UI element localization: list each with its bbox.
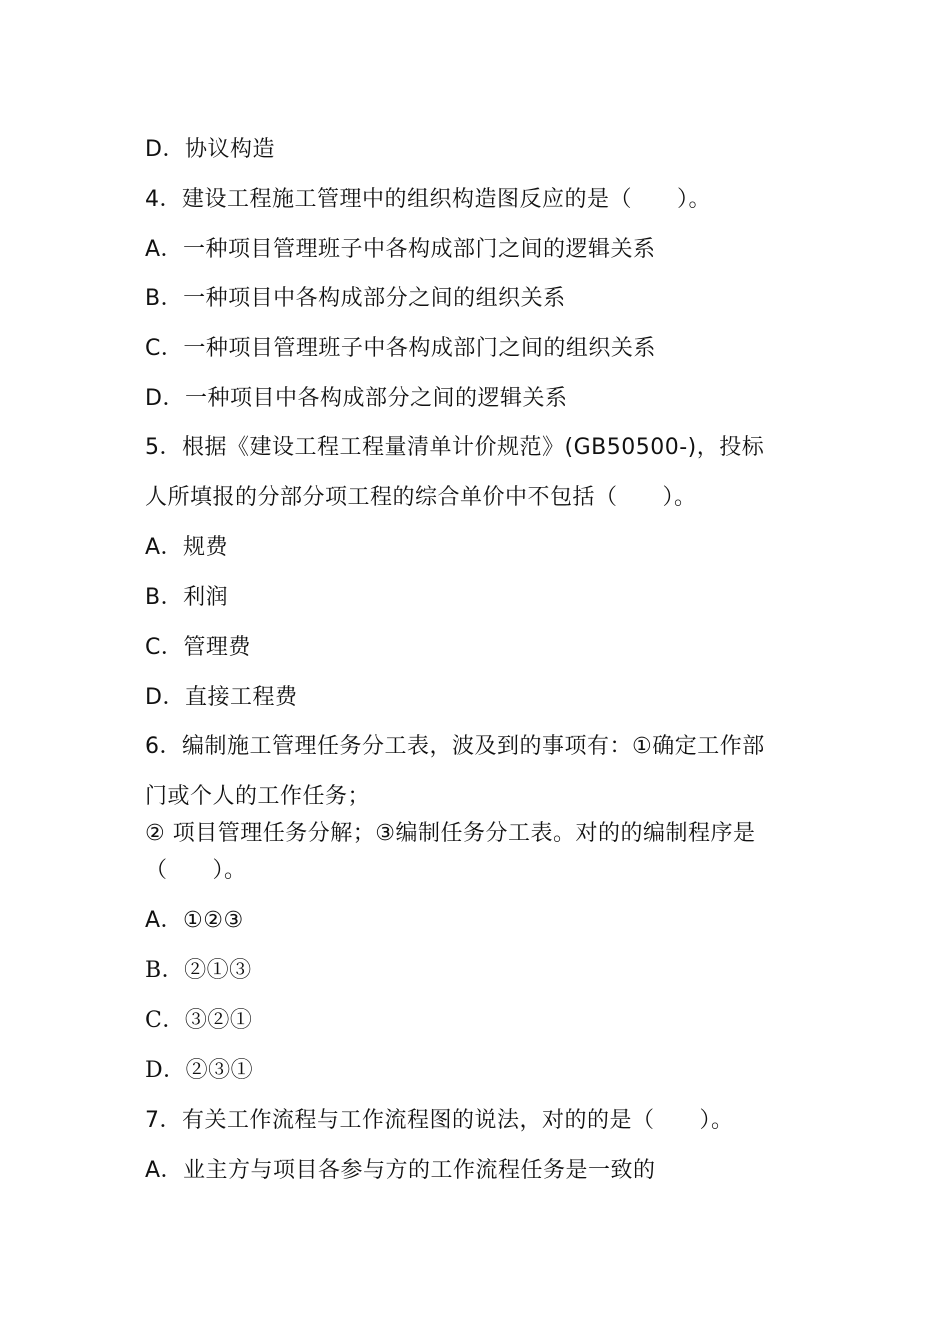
option-a-q5: A．规费 — [145, 535, 229, 560]
option-c-q5: C．管理费 — [145, 635, 251, 660]
option-d-q4: D．一种项目中各构成部分之间的逻辑关系 — [145, 386, 568, 411]
option-b-q4: B．一种项目中各构成部分之间的组织关系 — [145, 286, 566, 311]
option-b-q5: B．利润 — [145, 585, 229, 610]
option-c-q4: C．一种项目管理班子中各构成部门之间的组织关系 — [145, 336, 656, 361]
question-6-line-3: ② 项目管理任务分解；③编制任务分工表。对的的编制程序是 — [145, 821, 756, 846]
question-7: 7．有关工作流程与工作流程图的说法，对的的是（ ）。 — [145, 1108, 734, 1133]
option-d-q5: D．直接工程费 — [145, 685, 298, 710]
question-5-line-2: 人所填报的分部分项工程的综合单价中不包括（ ）。 — [145, 485, 697, 510]
option-d-q6: D．②③① — [145, 1058, 254, 1083]
option-d-q3: D．协议构造 — [145, 137, 275, 162]
question-6-line-1: 6．编制施工管理任务分工表，波及到的事项有：①确定工作部 — [145, 734, 765, 759]
option-a-q6: A．①②③ — [145, 908, 244, 933]
option-b-q6: B．②①③ — [145, 958, 252, 983]
question-6-line-4: （ ）。 — [145, 858, 247, 883]
question-6-line-2: 门或个人的工作任务； — [145, 784, 371, 809]
question-5-line-1: 5．根据《建设工程工程量清单计价规范》(GB50500-)，投标 — [145, 435, 765, 460]
option-a-q4: A．一种项目管理班子中各构成部门之间的逻辑关系 — [145, 237, 656, 262]
option-c-q6: C．③②① — [145, 1008, 253, 1033]
question-4: 4．建设工程施工管理中的组织构造图反应的是（ ）。 — [145, 187, 711, 212]
option-a-q7: A．业主方与项目各参与方的工作流程任务是一致的 — [145, 1158, 656, 1183]
